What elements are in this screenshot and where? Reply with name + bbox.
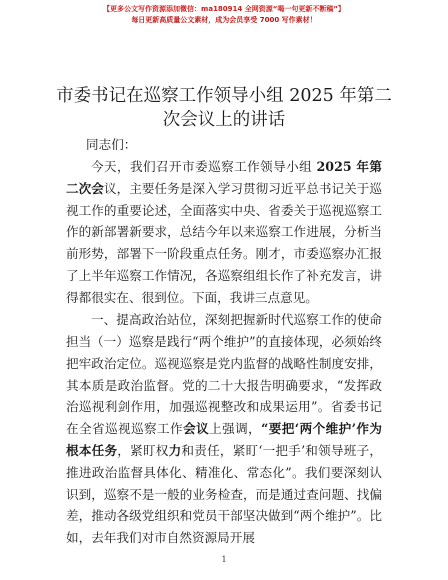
document-title: 市委书记在巡察工作领导小组 2025 年第二次会议上的讲话 (56, 86, 392, 130)
promo-banner (0, 4, 448, 26)
paragraph-bold: 会议 (183, 421, 210, 437)
paragraph-text: ，紧盯权 (117, 442, 169, 458)
paragraph-bold: 力 (168, 442, 182, 458)
paragraph-text: 上强调， (209, 421, 262, 437)
promo-banner-line2: 每日更新高质量公文素材，成为会员享受 7000 写作素材！ (131, 16, 317, 24)
promo-banner-line1: 【更多公文写作资源添加微信：ma180914 全网资源“喝一句更新不断稿”】 (103, 5, 345, 13)
paragraph-intro-bold: 2025 年第二次会 (66, 159, 382, 196)
salutation: 同志们： (86, 137, 137, 152)
paragraph-intro-text: 今天，我们召开市委巡察工作领导小组 (91, 159, 317, 174)
paragraph-intro (66, 156, 382, 309)
paragraph-intro-rest: 议，主要任务是深入学习贯彻习近平总书记关于巡视工作的重要论述，全面落实中央、省委关于巡视巡察工作的新部署新要求，总结今年以来巡察工作进展，分析当前形势，部署下一阶段重点任务。刚才，市委巡察办汇报了上半年巡察工作情况，各巡察组组长作了补充发言，讲得都很实在、很到位。下面，我讲三点意见。 (66, 180, 383, 305)
paragraph-text: （一）巡察是践行“两个维护”的直接体现，必须始终把牢政治定位。巡视巡察是党内监督的战略性制度安排，其本质是政治监督。党的二十大报告明确要求，“发挥政治巡视利剑作用，加强巡视整改和成果运用”。省委书记在全省巡视巡察工作 (66, 334, 382, 437)
paragraph-text: 和责任，紧盯‘一把手’和领导班子，推进政治监督具体化、精准化、常态化”。我们要深刻认识到，巡察不是一般的业务检查，而是通过查问题、找偏差，推动各级党组织和党员干部坚决做到“两个维护”。比如，去年我们对市自然资源局开展 (66, 442, 383, 546)
paragraph-bold: “要把‘两个维护’作为根本任务 (66, 421, 383, 458)
paragraph-section-1-1 (66, 331, 382, 549)
page-number: 1 (221, 555, 227, 564)
section-heading-1: 一、提高政治站位，深刻把握新时代巡察工作的使命担当 (66, 312, 382, 349)
